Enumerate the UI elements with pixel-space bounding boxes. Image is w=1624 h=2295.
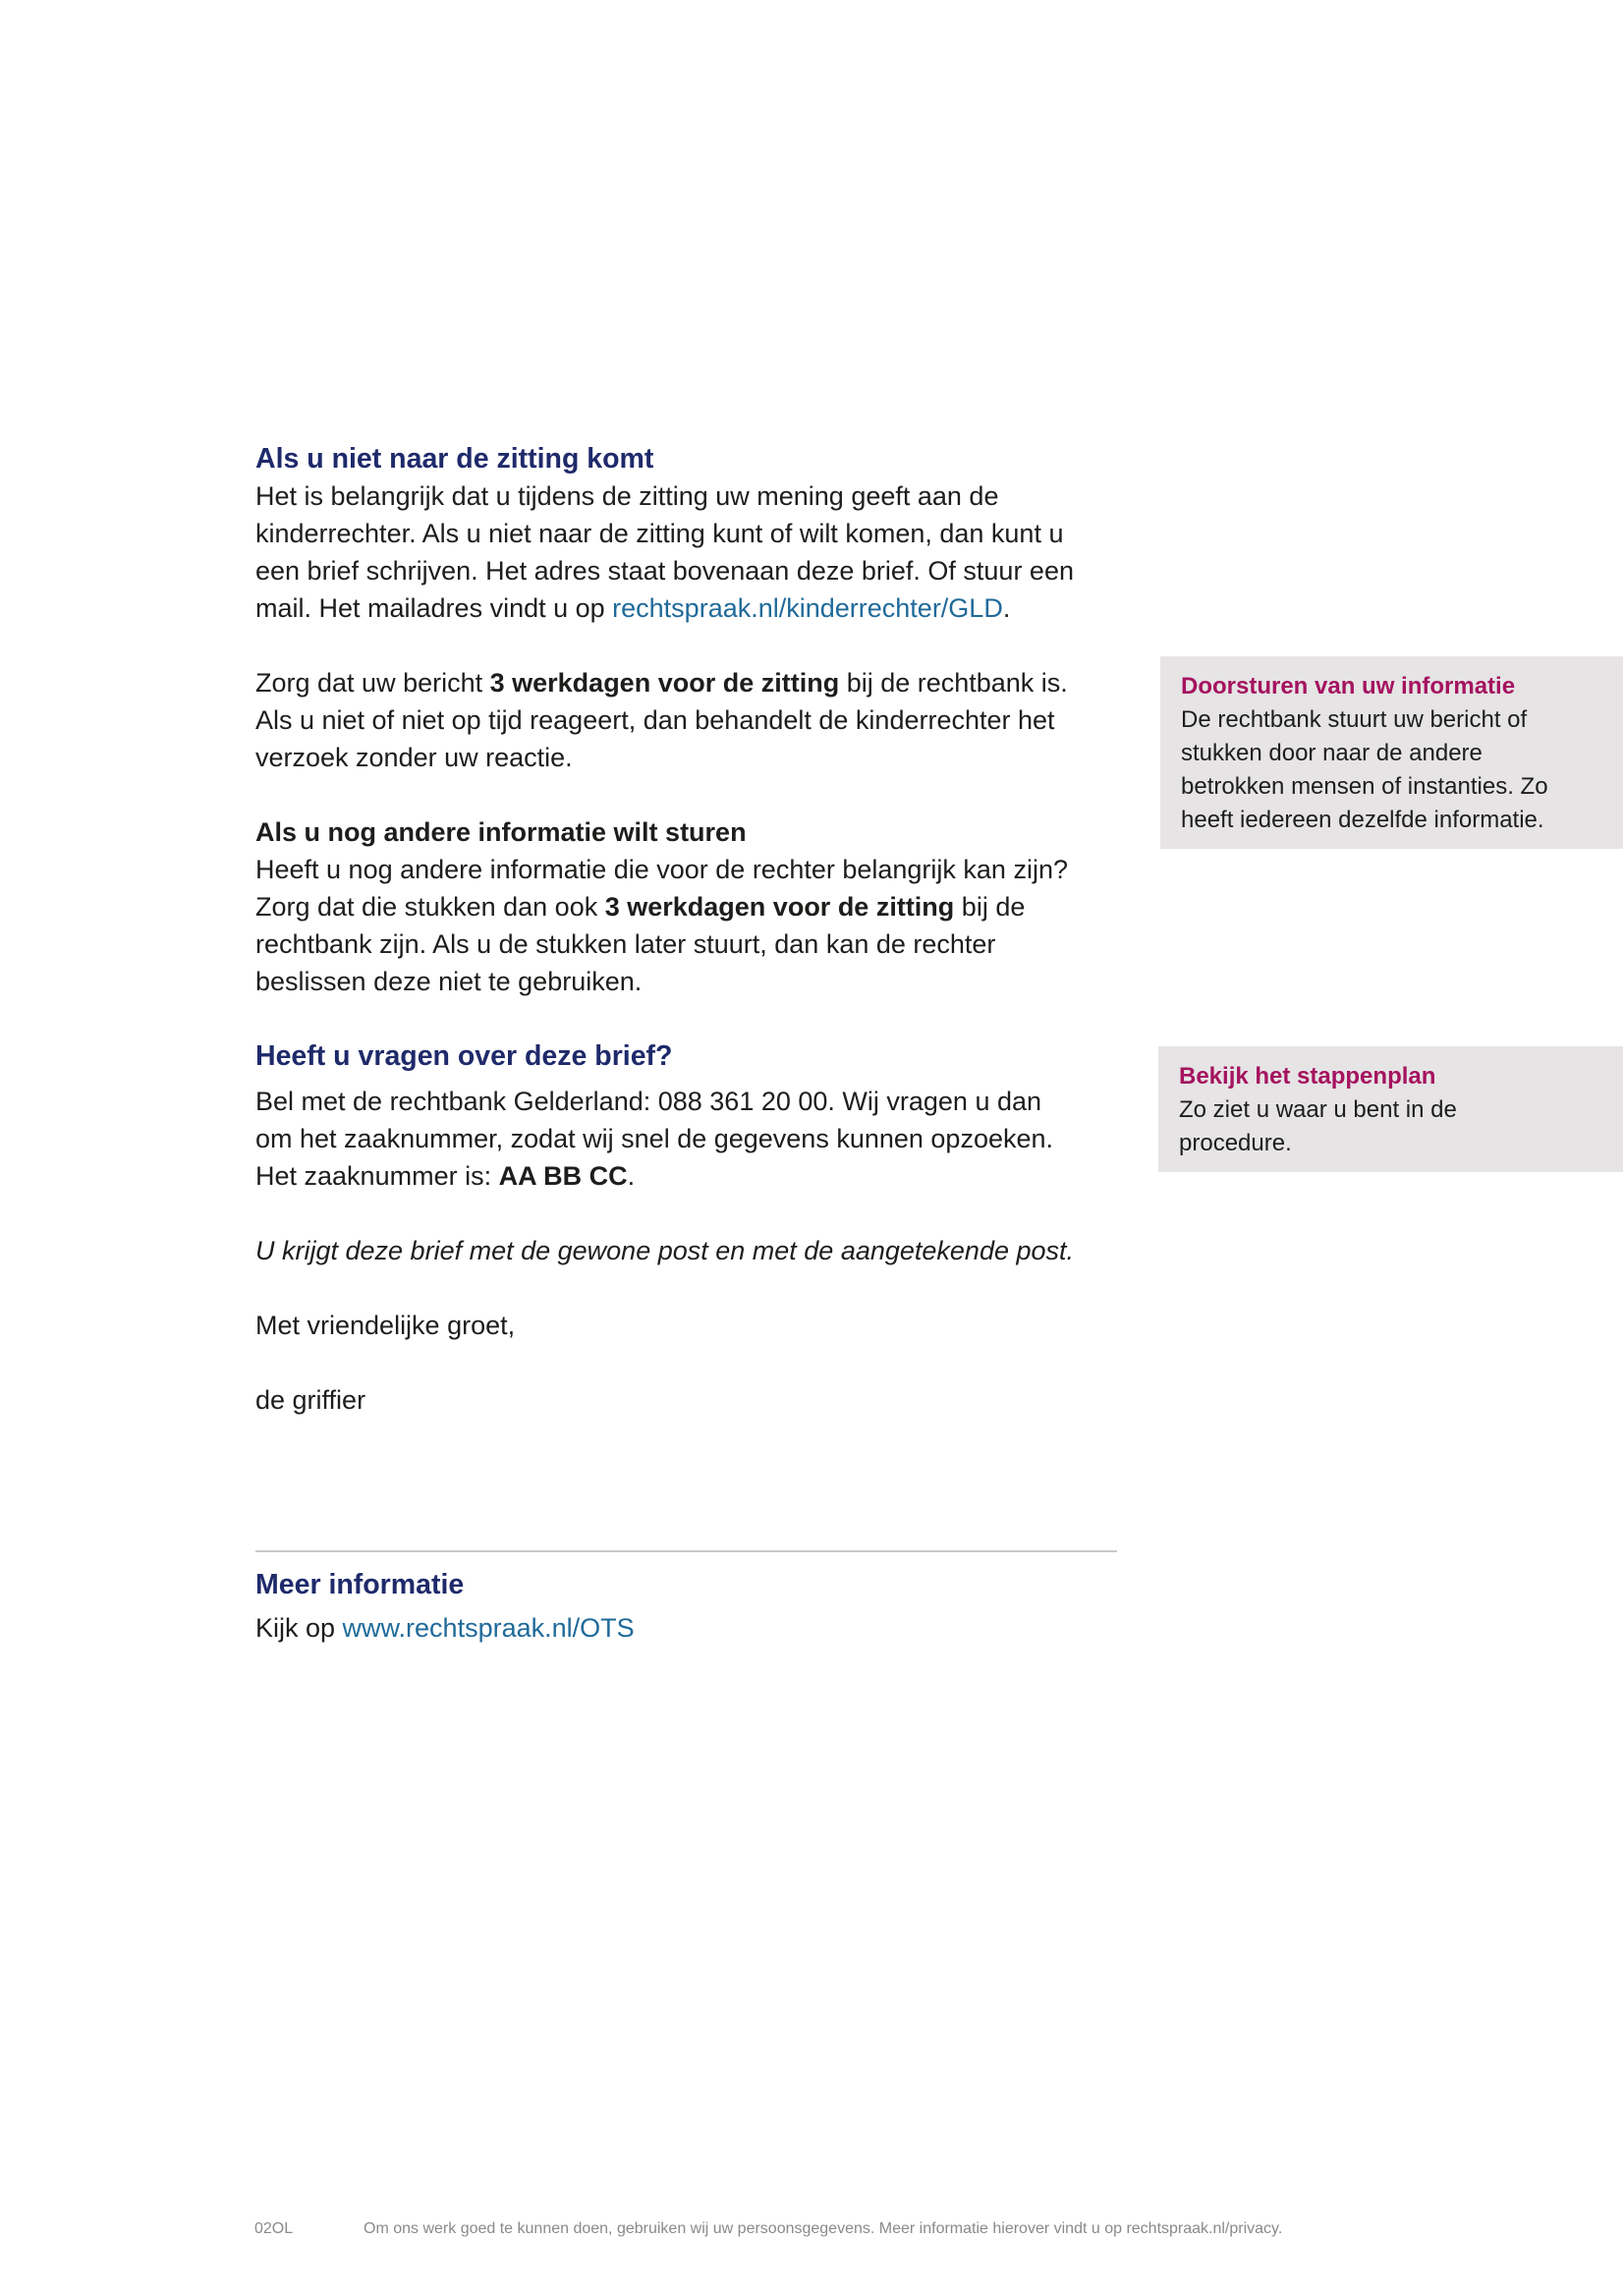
paragraph-line: Heeft u nog andere informatie die voor de rechter belangrijk kan zijn? [255,855,1068,884]
text-span: Kijk op [255,1613,343,1643]
text-span: . [1002,593,1011,623]
sidebar-title: Doorsturen van uw informatie [1181,673,1516,700]
kinderrechter-link[interactable]: rechtspraak.nl/kinderrechter/GLD [612,593,1003,623]
text-span: bij de rechtbank is. [839,668,1068,698]
heading-andere-informatie: Als u nog andere informatie wilt sturen [255,817,747,847]
paragraph-line [255,1609,1125,1647]
text-span: . [627,1161,636,1191]
footer-privacy-notice: Om ons werk goed te kunnen doen, gebruiken wij uw persoonsgegevens. Meer informatie hierover vindt u op rechtspraak.nl/privacy. [364,2220,1283,2237]
paragraph-line [255,664,1125,701]
spacer [255,627,1125,664]
post-note: U krijgt deze brief met de gewone post en met de aangetekende post. [255,1236,1075,1265]
ots-link[interactable]: www.rechtspraak.nl/OTS [342,1613,635,1643]
divider [255,1550,1117,1552]
spacer [255,776,1125,813]
paragraph-line: kinderrechter. Als u niet naar de zitting kunt of wilt komen, dan kunt u [255,519,1064,548]
sidebar-line: procedure. [1179,1130,1292,1156]
signature: de griffier [255,1385,366,1415]
footer-code: 02OL [254,2220,294,2237]
paragraph-line [255,888,1125,925]
paragraph-line: beslissen deze niet te gebruiken. [255,967,643,996]
spacer [255,1195,1125,1232]
paragraph-line: Het is belangrijk dat u tijdens de zitting uw mening geeft aan de [255,481,999,511]
bold-deadline: 3 werkdagen voor de zitting [489,668,840,698]
greeting: Met vriendelijke groet, [255,1311,516,1340]
paragraph-line [255,1157,1125,1195]
text-span: Het zaaknummer is: [255,1161,499,1191]
heading-niet-naar-zitting: Als u niet naar de zitting komt [255,443,654,475]
spacer [255,1075,1125,1083]
case-number: AA BB CC [498,1161,628,1191]
meer-informatie-section [255,1566,1125,1647]
spacer [255,1344,1125,1381]
paragraph-line: een brief schrijven. Het adres staat bovenaan deze brief. Of stuur een [255,556,1074,586]
paragraph-line [255,589,1125,627]
text-span: Zorg dat uw bericht [255,668,490,698]
sidebar-line: Zo ziet u waar u bent in de [1179,1096,1457,1123]
paragraph-line: Bel met de rechtbank Gelderland: 088 361 20 00. Wij vragen u dan [255,1087,1042,1116]
sidebar-line: betrokken mensen of instanties. Zo [1181,773,1548,800]
sidebar-box-doorsturen [1160,656,1623,849]
letter-body [255,440,1125,1419]
sidebar-line: heeft iedereen dezelfde informatie. [1181,807,1544,833]
text-span: bij de [954,892,1026,922]
heading-meer-informatie: Meer informatie [255,1569,465,1600]
sidebar-line: stukken door naar de andere [1181,740,1483,766]
paragraph-line: rechtbank zijn. Als u de stukken later stuurt, dan kan de rechter [255,929,996,959]
sidebar-line: De rechtbank stuurt uw bericht of [1181,706,1528,733]
spacer [255,1000,1125,1037]
paragraph-line: verzoek zonder uw reactie. [255,743,573,772]
text-span: mail. Het mailadres vindt u op [255,593,613,623]
sidebar-box-stappenplan [1158,1046,1623,1172]
heading-vragen: Heeft u vragen over deze brief? [255,1040,673,1072]
sidebar-title: Bekijk het stappenplan [1179,1063,1436,1090]
paragraph-line: Als u niet of niet op tijd reageert, dan behandelt de kinderrechter het [255,705,1055,735]
paragraph-line: om het zaaknummer, zodat wij snel de gegevens kunnen opzoeken. [255,1124,1054,1153]
spacer [255,1269,1125,1307]
bold-deadline: 3 werkdagen voor de zitting [604,892,955,922]
text-span: Zorg dat die stukken dan ook [255,892,605,922]
